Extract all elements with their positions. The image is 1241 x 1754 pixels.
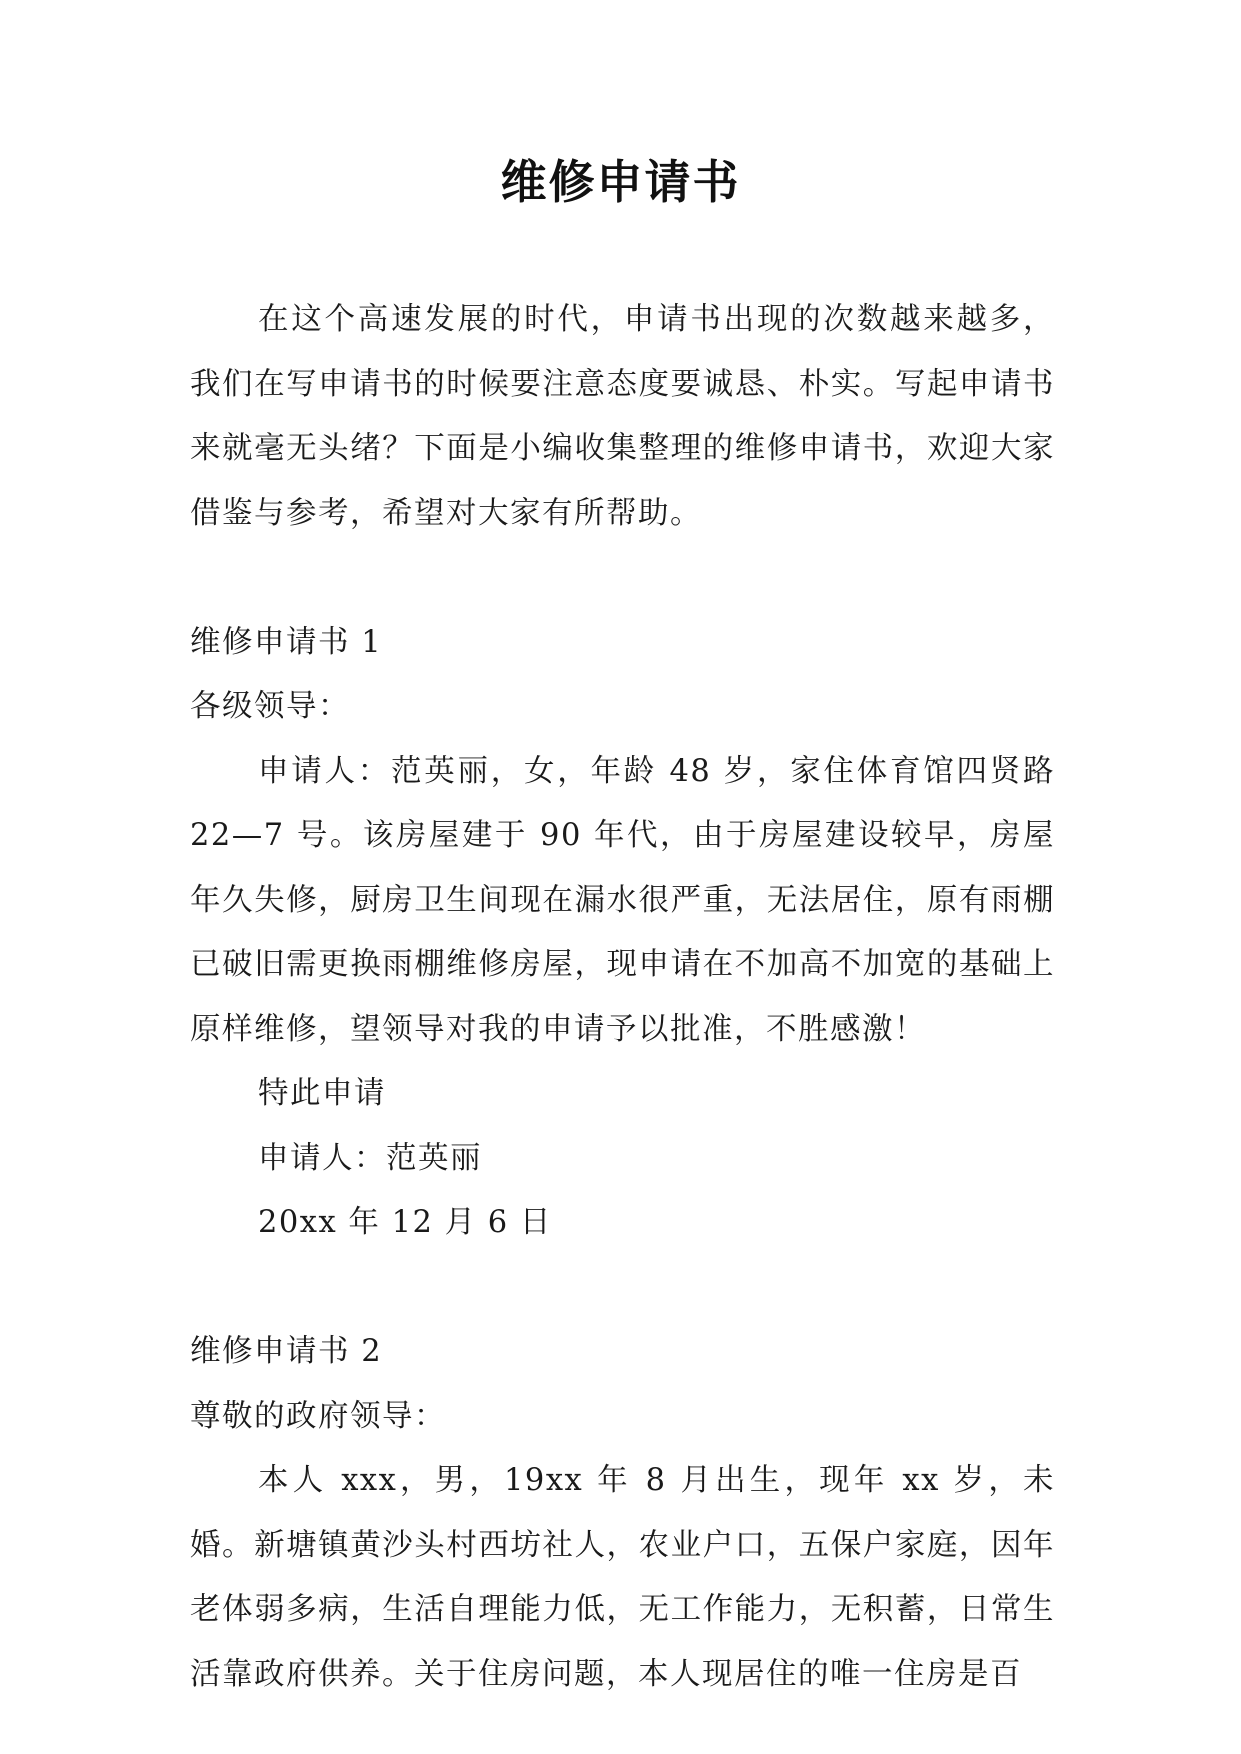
- section-1-salutation: 各级领导：: [190, 689, 350, 724]
- document-body: [190, 288, 1055, 1707]
- section-1-body: 申请人：范英丽，女，年龄 48 岁，家住体育馆四贤路22—7 号。该房屋建于 90 年代，由于房屋建设较早，房屋年久失修，厨房卫生间现在漏水很严重，无法居住，原有雨棚已破旧需更换雨棚维修房屋，现申请在不加高不加宽的基础上原样维修，望领导对我的申请予以批准，不胜感激！: [190, 753, 1055, 1047]
- document-title: 维修申请书: [500, 155, 741, 209]
- intro-paragraph: 在这个高速发展的时代，申请书出现的次数越来越多，我们在写申请书的时候要注意态度要诚恳、朴实。写起申请书来就毫无头绪？下面是小编收集整理的维修申请书，欢迎大家借鉴与参考，希望对大家有所帮助。: [190, 302, 1055, 531]
- section-1-closing: 特此申请: [258, 1076, 386, 1111]
- section-1-heading: 维修申请书 1: [190, 624, 383, 660]
- section-spacer: [190, 1256, 1055, 1321]
- section-2-salutation: 尊敬的政府领导：: [190, 1398, 446, 1434]
- section-1-signature: 申请人：范英丽: [258, 1140, 482, 1176]
- section-2-heading: 维修申请书 2: [190, 1334, 383, 1369]
- section-1-date: 20xx 年 12 月 6 日: [258, 1205, 552, 1240]
- section-spacer: [190, 546, 1055, 611]
- section-2-body: 本人 xxx，男，19xx 年 8 月出生，现年 xx 岁，未婚。新塘镇黄沙头村西坊社人，农业户口，五保户家庭，因年老体弱多病，生活自理能力低，无工作能力，无积蓄，日常生活靠政府供养。关于住房问题，本人现居住的唯一住房是百: [190, 1463, 1055, 1692]
